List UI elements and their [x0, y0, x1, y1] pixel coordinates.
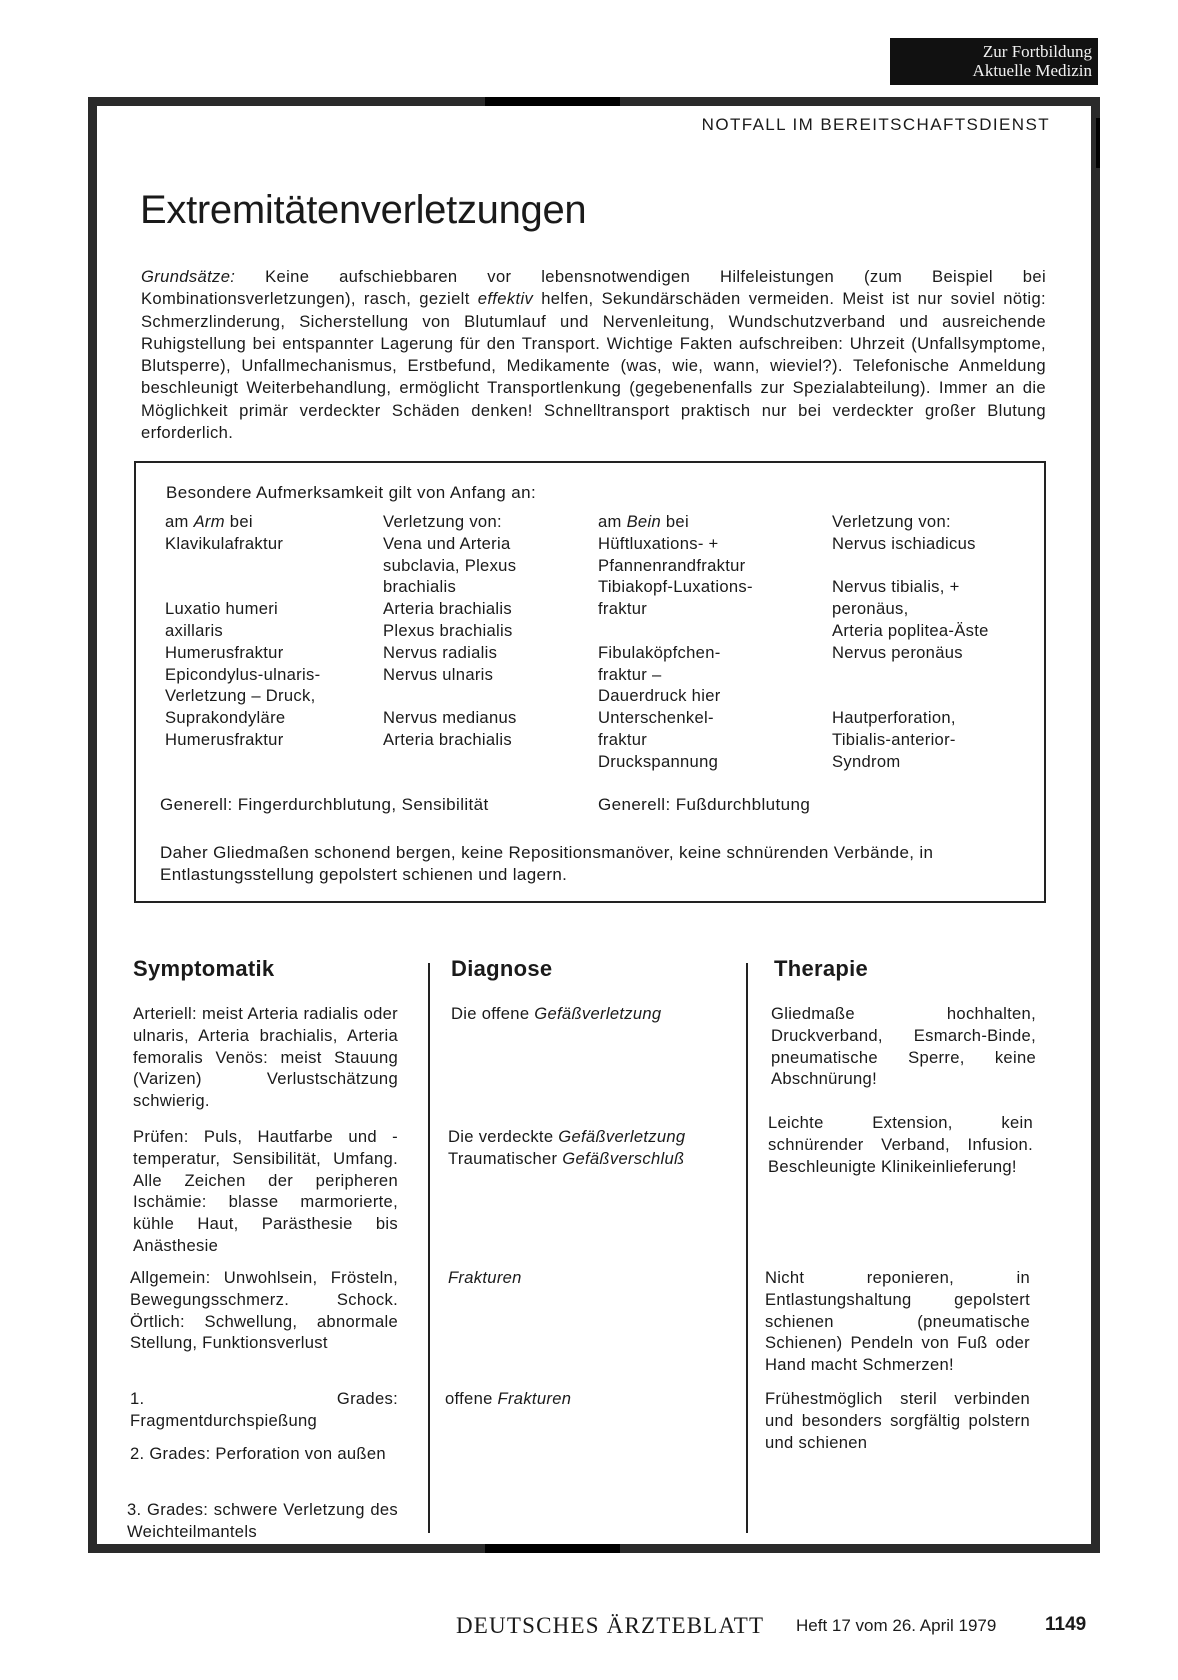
section-tag-line1: Zur Fortbildung: [982, 42, 1092, 61]
frame-mark-right: [1096, 118, 1100, 168]
leg-header-prefix: am: [598, 512, 627, 531]
frame-mark-top: [485, 97, 620, 106]
diagnosis-cell: [448, 1267, 718, 1289]
symptom-cell: 2. Grades: Perforation von außen: [130, 1444, 386, 1463]
diagnosis-text: Traumatischer: [448, 1148, 563, 1168]
page-number: 1149: [1045, 1614, 1087, 1635]
therapy-cell: Frühestmöglich steril verbinden und besonders sorgfältig polstern und schienen: [765, 1389, 1030, 1452]
page-title: Extremitätenverletzungen: [140, 188, 587, 232]
section-heading-diagnose: Diagnose: [451, 956, 553, 981]
leg-header-suffix: bei: [660, 512, 689, 531]
leg-injuries-column: [598, 511, 753, 773]
therapy-cell: Nicht reponieren, in Entlastungshaltung gepolstert schienen (pneumatische Schienen) Pendeln von Fuß oder Hand macht Schmerzen!: [765, 1268, 1030, 1375]
arm-header: [165, 511, 320, 533]
arm-header-italic: Arm: [193, 512, 225, 531]
therapy-cell: Leichte Extension, kein schnürender Verband, Infusion. Beschleunigte Klinikeinlieferung!: [768, 1113, 1033, 1176]
diagnosis-italic: Gefäßverletzung: [534, 1004, 662, 1023]
journal-name: DEUTSCHES ÄRZTEBLATT: [456, 1613, 765, 1638]
arm-injuries-list: Klavikulafraktur Luxatio humeri axillaris Humerusfraktur Epicondylus-ulnaris- Verletzung – Druck, Suprakondyläre Humerusfraktur: [165, 533, 321, 749]
diagnosis-cell: [445, 1388, 715, 1410]
intro-text-1: Keine aufschiebbaren vor lebensnotwendigen Hilfeleistungen (zum Beispiel bei Kombinationsverletzungen), rasch, gezielt: [141, 267, 1046, 309]
diagnosis-italic: Frakturen: [497, 1389, 572, 1408]
diagnosis-text: Die verdeckte: [448, 1127, 559, 1146]
diagnosis-cell: [448, 1126, 718, 1170]
column-divider-right: [746, 963, 748, 1533]
leg-nerves-list: Nervus ischiadicus Nervus tibialis, + peronäus, Arteria poplitea-Äste Nervus peronäus Hautperforation, Tibialis-anterior- Syndrom: [832, 533, 989, 771]
general-arm: Generell: Fingerdurchblutung, Sensibilität: [160, 795, 489, 814]
symptom-cell: 1. Grades: Fragmentdurchspießung: [130, 1389, 398, 1430]
therapy-cell: Gliedmaße hochhalten, Druckverband, Esmarch-Binde, pneumatische Sperre, keine Abschnürung!: [771, 1004, 1036, 1089]
leg-header: [598, 511, 753, 533]
box-conclusion: Daher Gliedmaßen schonend bergen, keine Repositionsmanöver, keine schnürenden Verbände, in Entlastungsstellung gepolstert schienen und lagern.: [160, 843, 934, 884]
symptom-cell: 3. Grades: schwere Verletzung des Weichteilmantels: [127, 1500, 398, 1541]
symptom-cell: Allgemein: Unwohlsein, Frösteln, Bewegungsschmerz. Schock. Örtlich: Schwellung, abnormale Stellung, Funktionsverlust: [130, 1268, 398, 1353]
box-heading: Besondere Aufmerksamkeit gilt von Anfang an:: [166, 483, 537, 502]
issue-info: Heft 17 vom 26. April 1979: [796, 1616, 997, 1635]
arm-nerves-column: [383, 511, 517, 751]
leg-nerves-header: Verletzung von:: [832, 512, 951, 531]
arm-header-prefix: am: [165, 512, 194, 531]
frame-mark-bottom: [485, 1544, 620, 1553]
arm-nerves-header: Verletzung von:: [383, 512, 502, 531]
arm-header-suffix: bei: [224, 512, 253, 531]
kicker: NOTFALL IM BEREITSCHAFTSDIENST: [701, 115, 1050, 134]
column-divider-left: [428, 963, 430, 1533]
general-leg: Generell: Fußdurchblutung: [598, 795, 811, 814]
section-tag: [890, 38, 1098, 85]
section-heading-symptomatik: Symptomatik: [133, 956, 275, 981]
intro-paragraph: [141, 266, 1046, 444]
diagnosis-italic: Gefäßverletzung: [558, 1127, 686, 1146]
leg-injuries-list: Hüftluxations- + Pfannenrandfraktur Tibiakopf-Luxations- fraktur Fibulaköpfchen- fraktur – Dauerdruck hier Unterschenkel- fraktur Druckspannung: [598, 533, 753, 771]
intro-italic-word: effektiv: [477, 289, 534, 309]
intro-label: Grundsätze:: [141, 267, 236, 286]
arm-nerves-list: Vena und Arteria subclavia, Plexus brachialis Arteria brachialis Plexus brachialis Nervus radialis Nervus ulnaris Nervus medianus Arteria brachialis: [383, 533, 517, 749]
intro-text-2: helfen, Sekundärschäden vermeiden. Meist ist nur soviel nötig: Schmerzlinderung, Sicherstellung von Blutumlauf und Nervenleitung, Wundschutzverband und ausreichende Ruhigstellung bei entspannter Lagerung für den Transport. Wichtige Fakten aufschreiben: Uhrzeit (Unfallsymptome, Blutsperre), Unfallmechanismus, Erstbefund, Medikamente (was, wie, wann, wieviel?). Telefonische Anmeldung beschleunigt Weiterbehandlung, ermöglicht Transportlenkung (gegebenenfalls zur Spezialabteilung). Immer an die Möglichkeit primär verdeckter Schäden denken! Schnelltransport praktisch nur bei verdeckter großer Blutung erforderlich.: [141, 289, 1046, 443]
diagnosis-cell: [451, 1003, 721, 1025]
attention-box: [134, 461, 1046, 903]
diagnosis-italic: Gefäßverschluß: [562, 1148, 685, 1168]
diagnosis-italic: Frakturen: [448, 1268, 522, 1287]
diagnosis-text: Die offene: [451, 1004, 535, 1023]
diagnosis-text: offene: [445, 1389, 498, 1408]
leg-nerves-column: [832, 511, 989, 773]
symptom-cell: Arteriell: meist Arteria radialis oder ulnaris, Arteria brachialis, Arteria femoralis Venös: meist Stauung (Varizen) Verlustschätzung schwierig.: [133, 1004, 398, 1111]
arm-injuries-column: [165, 511, 320, 751]
section-tag-line2: Aktuelle Medizin: [972, 61, 1092, 80]
section-heading-therapie: Therapie: [774, 956, 869, 981]
leg-header-italic: Bein: [626, 512, 661, 531]
symptom-cell: Prüfen: Puls, Hautfarbe und -temperatur, Sensibilität, Umfang. Alle Zeichen der peripheren Ischämie: blasse marmorierte, kühle Haut, Parästhesie bis Anästhesie: [133, 1127, 398, 1255]
